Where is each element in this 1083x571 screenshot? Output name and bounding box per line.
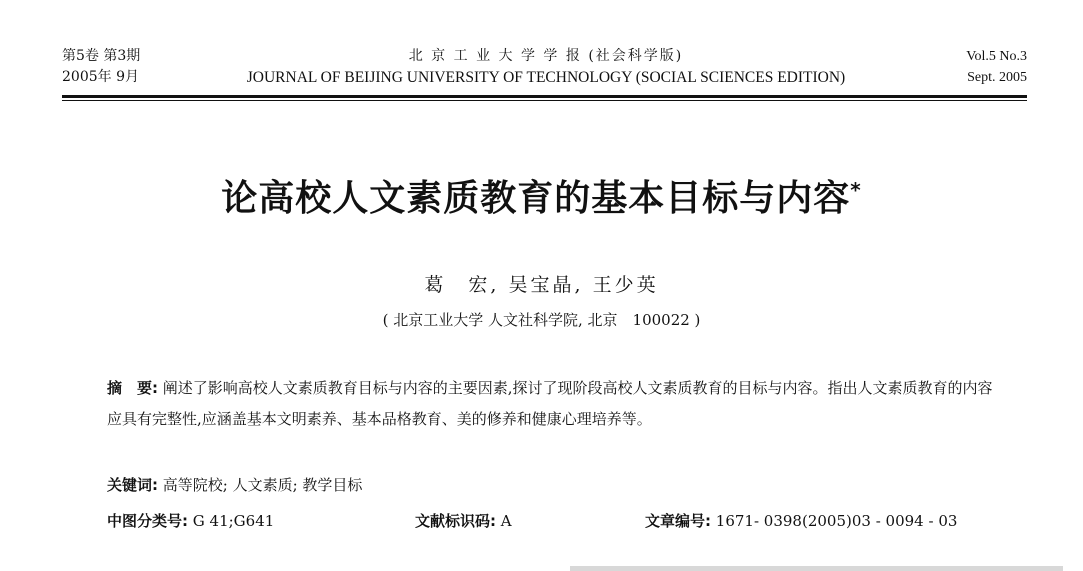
article-title-text: 论高校人文素质教育的基本目标与内容 [221, 178, 851, 219]
header-rule-thick [62, 95, 1027, 98]
abstract-label: 摘 要: [107, 379, 158, 397]
header-rule-thin [62, 100, 1027, 101]
clc-field [107, 510, 274, 531]
keywords [107, 474, 362, 495]
classification-row [107, 510, 1007, 534]
header-center [196, 46, 896, 88]
authors: 葛 宏, 吴宝晶, 王少英 [424, 274, 659, 296]
header-right [966, 46, 1027, 88]
keywords-text: 高等院校; 人文素质; 教学目标 [162, 476, 363, 494]
abstract-text: 阐述了影响高校人文素质教育目标与内容的主要因素,探讨了现阶段高校人文素质教育的目标与内容。指出人文素质教育的内容应具有完整性,应涵盖基本文明素养、基本品格教育、美的修养和健康心理培养等。 [107, 379, 993, 428]
clc-value: G 41;G641 [192, 512, 275, 530]
header-left [62, 46, 140, 88]
date-en: Sept. 2005 [967, 70, 1027, 85]
clc-label: 中图分类号: [107, 512, 188, 530]
doc-code-field [415, 510, 512, 531]
article-no-field [645, 510, 957, 531]
article-no-label: 文章编号: [645, 512, 711, 530]
doc-code-value: A [500, 512, 512, 530]
volume-issue-en: Vol.5 No.3 [966, 49, 1027, 64]
journal-title-cn: 北 京 工 业 大 学 学 报 (社会科学版) [408, 48, 684, 64]
volume-issue-cn: 第5卷 第3期 [62, 48, 141, 64]
abstract [107, 373, 1007, 435]
title-footnote-mark: * [850, 178, 862, 202]
journal-title-en: JOURNAL OF BEIJING UNIVERSITY OF TECHNOLOGY (SOCIAL SCIENCES EDITION) [246, 69, 846, 86]
date-cn: 2005年 9月 [62, 69, 139, 85]
keywords-label: 关键词: [107, 476, 158, 494]
cropped-next-line [570, 566, 1063, 571]
doc-code-label: 文献标识码: [415, 512, 496, 530]
article-no-value: 1671- 0398(2005)03 - 0094 - 03 [715, 512, 958, 530]
affiliation: ( 北京工业大学 人文社科学院, 北京 100022 ) [382, 311, 701, 329]
article-title [0, 170, 1083, 221]
